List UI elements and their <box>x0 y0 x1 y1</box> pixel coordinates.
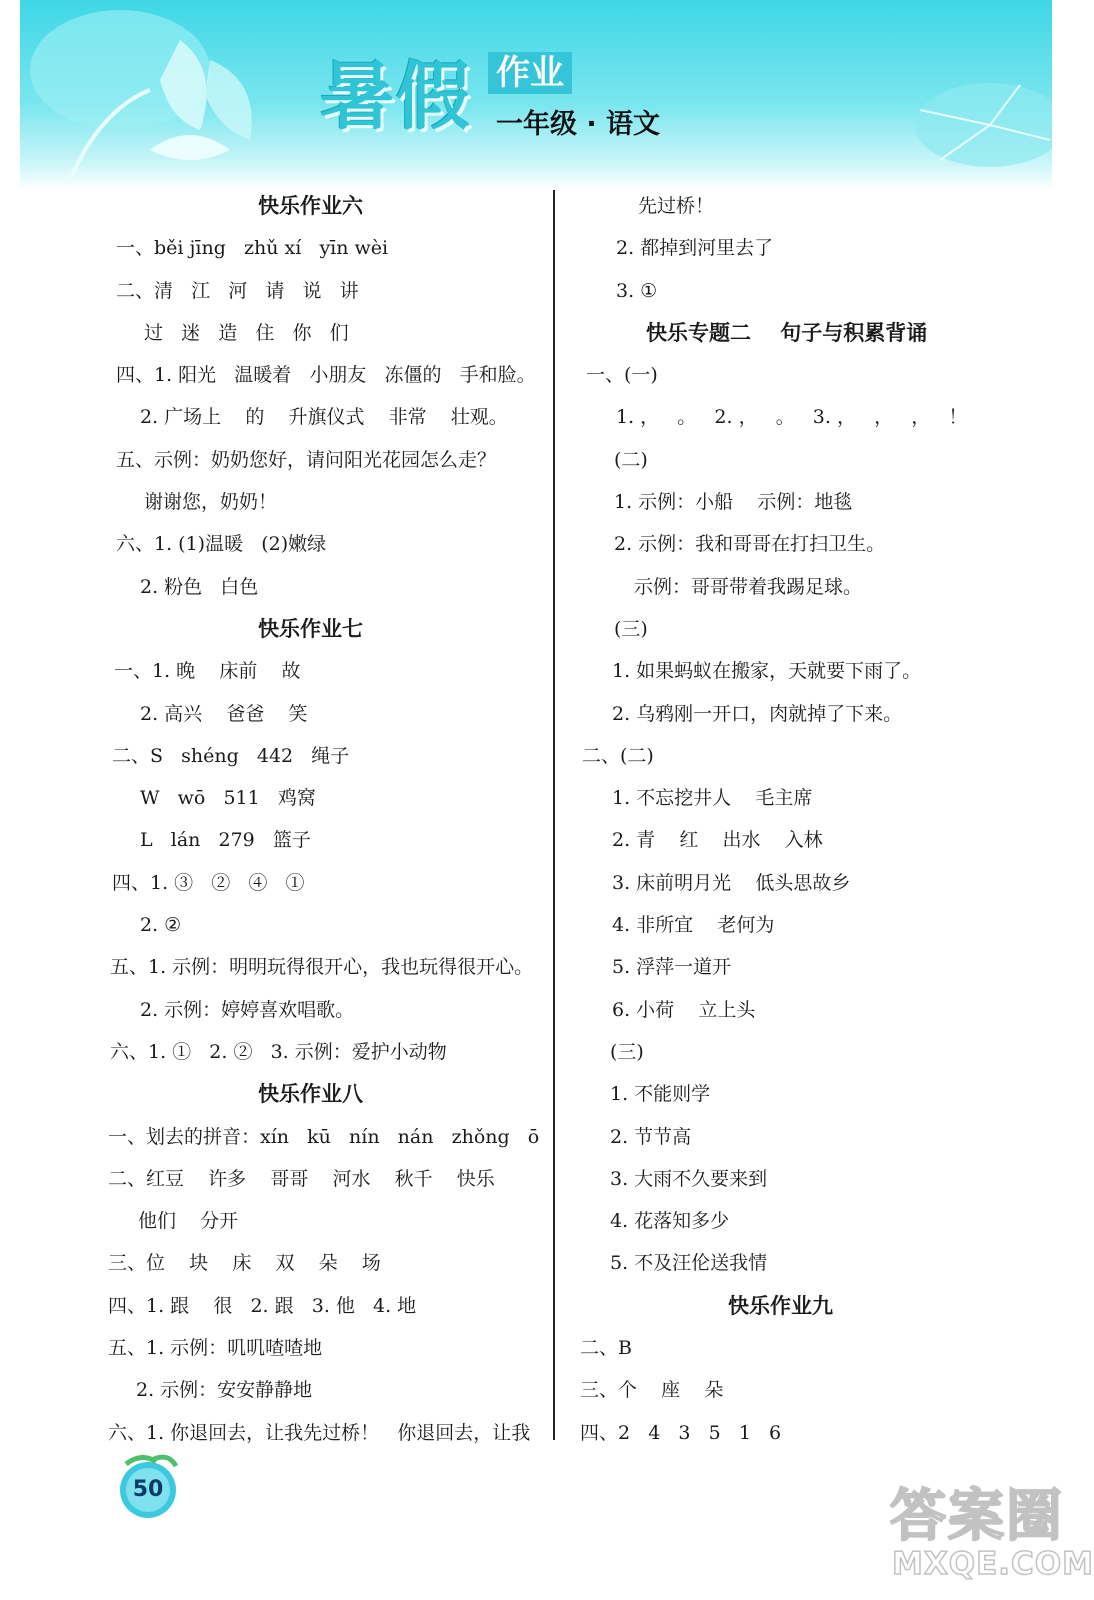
page-number: 50 <box>132 1477 164 1502</box>
watermark <box>880 1472 1094 1592</box>
answer-line: (三) <box>614 617 648 640</box>
answer-line: 示例：哥哥带着我踢足球。 <box>634 575 863 598</box>
answer-line: 谢谢您，奶奶！ <box>144 491 278 514</box>
answer-line: 2. 青 红 出水 入林 <box>612 829 823 852</box>
answer-line: 1. 示例：小船 示例：地毯 <box>614 491 853 514</box>
answer-line: 2. 广场上 的 升旗仪式 非常 壮观。 <box>140 406 508 429</box>
answer-line: 六、1. (1)温暖 (2)嫩绿 <box>116 533 327 556</box>
lotus-leaf-icon <box>30 0 290 190</box>
answer-line: 六、1. 你退回去，让我先过桥！ 你退回去，让我 <box>108 1421 531 1444</box>
answer-line: 一、1. 晚 床前 故 <box>114 660 301 683</box>
section-heading: 快乐作业六 <box>258 194 363 218</box>
answer-line: 五、1. 示例：明明玩得很开心，我也玩得很开心。 <box>110 956 534 979</box>
answer-line: 2. 乌鸦刚一开口，肉就掉了下来。 <box>612 702 903 725</box>
answer-line: 六、1. ① 2. ② 3. 示例：爱护小动物 <box>110 1040 447 1063</box>
answer-line: W wō 511 鸡窝 <box>140 787 316 810</box>
section-heading: 快乐作业八 <box>258 1082 363 1107</box>
answer-line: 2. 粉色 白色 <box>140 575 259 598</box>
answer-line: 他们 分开 <box>138 1210 239 1233</box>
watermark-logo: 答案圈 <box>890 1484 1064 1549</box>
answer-line: 五、1. 示例：叽叽喳喳地 <box>108 1337 323 1360</box>
answer-line: 2. 示例：安安静静地 <box>136 1379 313 1402</box>
answer-line: 四、1. ③ ② ④ ① <box>112 871 305 894</box>
answer-line: 1. 不忘挖井人 毛主席 <box>612 787 813 810</box>
answer-line: 过 迷 造 住 你 们 <box>144 321 349 344</box>
grade-subject: 一年级 · 语文 <box>496 109 661 140</box>
answer-line: (二) <box>614 448 648 471</box>
page-title: 暑假 <box>320 54 472 140</box>
answer-line: 四、2 4 3 5 1 6 <box>580 1421 782 1444</box>
answer-line: 3. ① <box>616 279 658 302</box>
answer-line: 先过桥！ <box>638 195 715 217</box>
answer-line: 2. 示例：我和哥哥在打扫卫生。 <box>614 533 886 556</box>
answer-line: 1. ， 。 2. ， 。 3. ， ， ， ！ <box>616 406 968 429</box>
answer-line: 四、1. 阳光 温暖着 小朋友 冻僵的 手和脸。 <box>116 364 536 387</box>
answer-line: 二、红豆 许多 哥哥 河水 秋千 快乐 <box>108 1167 495 1190</box>
title-tag: 作业 <box>488 52 572 94</box>
answer-line: 5. 不及汪伦送我情 <box>610 1252 768 1275</box>
answer-line: 二、清 江 河 请 说 讲 <box>116 279 359 302</box>
answer-line: 4. 非所宜 老何为 <box>612 914 775 937</box>
watermark-url: MXQE.COM <box>892 1546 1094 1582</box>
answer-line: 二、B <box>580 1337 632 1360</box>
header-banner <box>20 0 1052 190</box>
answer-line: 2. 都掉到河里去了 <box>616 237 774 260</box>
lotus-pad-icon <box>900 70 1052 180</box>
answer-line: 三、位 块 床 双 朵 场 <box>108 1252 381 1275</box>
answer-line: L lán 279 篮子 <box>140 829 311 852</box>
answer-line: 一、běi jīng zhǔ xí yīn wèi <box>116 237 389 260</box>
answer-line: 三、个 座 朵 <box>580 1379 724 1402</box>
answer-line: 5. 浮萍一道开 <box>612 956 732 979</box>
section-heading: 快乐作业九 <box>728 1293 833 1318</box>
answer-line: 一、划去的拼音：xín kū nín nán zhǒng ō <box>108 1125 540 1148</box>
answer-line: 2. 节节高 <box>610 1125 692 1148</box>
column-divider <box>553 190 555 1440</box>
answer-line: 二、(二) <box>582 744 654 767</box>
answer-line: 3. 床前明月光 低头思故乡 <box>612 871 851 894</box>
answer-line: 1. 不能则学 <box>610 1083 711 1106</box>
answer-line: 2. ② <box>140 914 182 937</box>
answer-line: 3. 大雨不久要来到 <box>610 1167 768 1190</box>
right-column <box>578 185 978 1454</box>
answer-line: 4. 花落知多少 <box>610 1210 730 1233</box>
answer-line: 1. 如果蚂蚁在搬家，天就要下雨了。 <box>612 660 922 683</box>
answer-line: 6. 小荷 立上头 <box>612 998 756 1021</box>
section-heading: 快乐作业七 <box>258 616 363 641</box>
answer-line: 五、示例：奶奶您好，请问阳光花园怎么走？ <box>116 448 497 471</box>
answer-line: 2. 示例：婷婷喜欢唱歌。 <box>140 998 355 1021</box>
left-column <box>108 185 538 1454</box>
answer-line: (三) <box>610 1040 644 1063</box>
answer-line: 一、(一) <box>586 364 658 387</box>
answer-line: 四、1. 跟 很 2. 跟 3. 他 4. 地 <box>108 1294 417 1317</box>
page-number-badge <box>112 1448 184 1520</box>
answer-line: 2. 高兴 爸爸 笑 <box>140 702 308 725</box>
section-heading: 快乐专题二 句子与积累背诵 <box>646 320 928 345</box>
answer-line: 二、S shéng 442 绳子 <box>112 744 350 767</box>
